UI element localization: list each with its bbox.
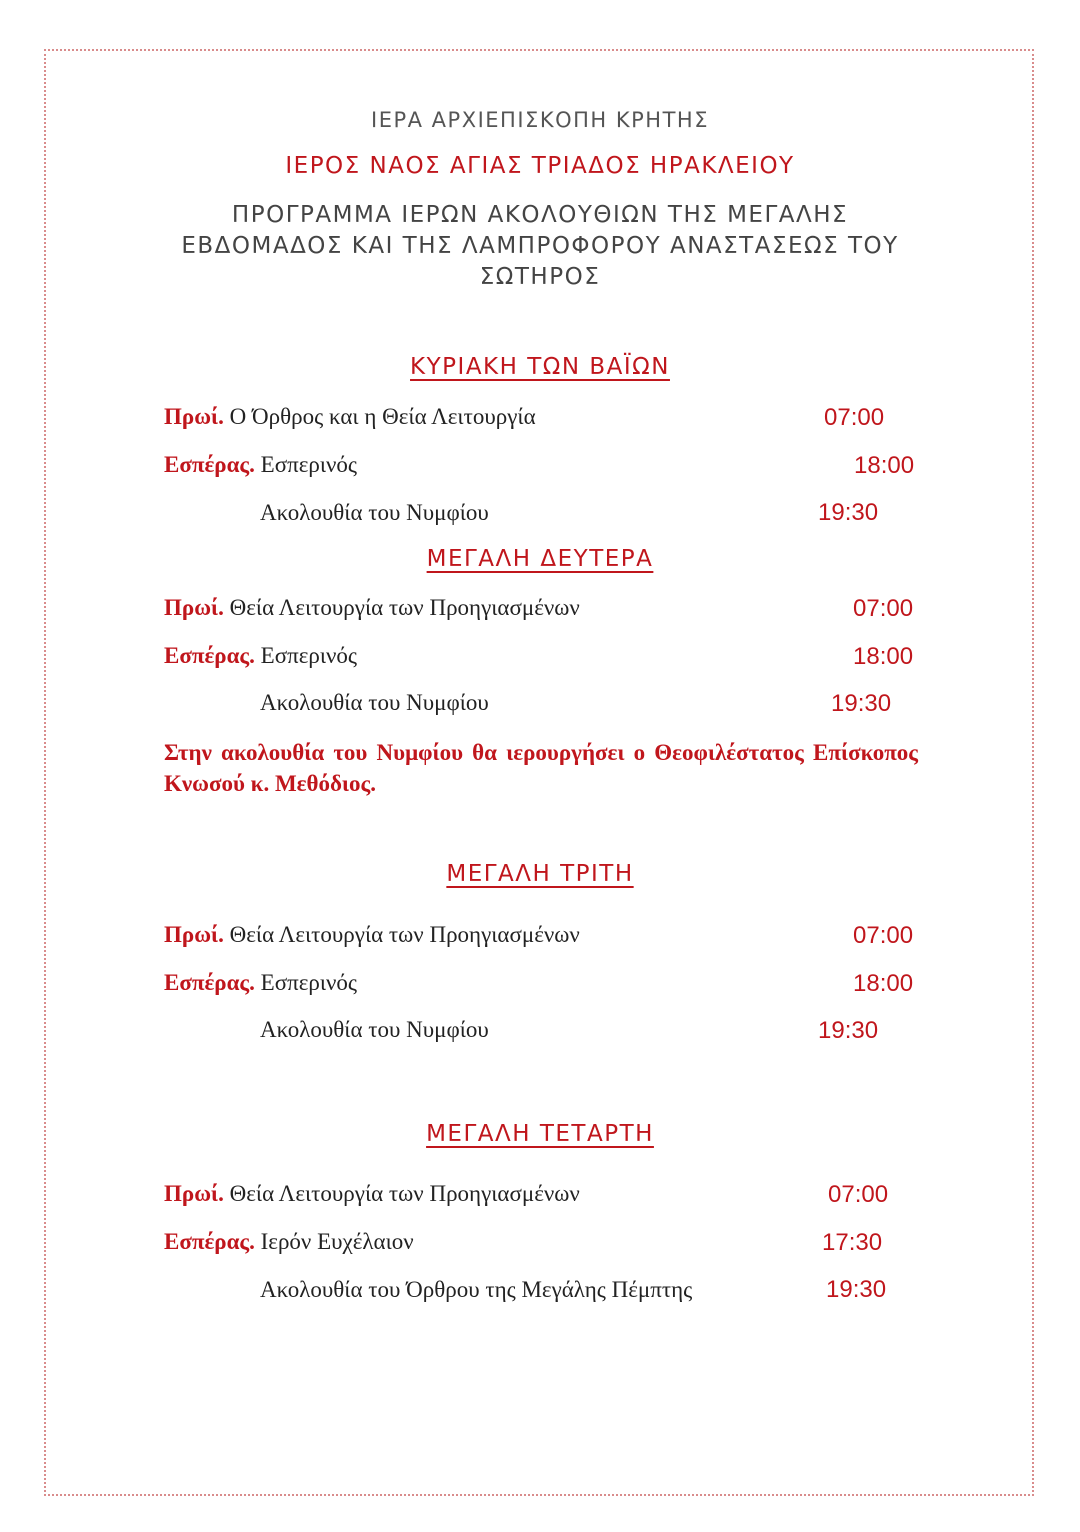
service-label: Πρωί. [164,1181,224,1206]
service-text: Ιερόν Ευχέλαιον [260,1229,414,1254]
schedule-title-line-2: ΕΒΔΟΜΑΔΟΣ ΚΑΙ ΤΗΣ ΛΑΜΠΡΟΦΟΡΟΥ ΑΝΑΣΤΑΣΕΩΣ ΤΟΥ [181,233,899,259]
service-row [164,970,357,996]
schedule-title [0,200,1080,293]
service-text: Ακολουθία του Νυμφίου [260,690,489,715]
service-label: Εσπέρας. [164,643,255,668]
service-row [164,1229,414,1255]
service-label: Πρωί. [164,404,224,429]
service-label: Πρωί. [164,922,224,947]
day-heading-holy-monday: ΜΕΓΑΛΗ ΔΕΥΤΕΡΑ [426,546,654,572]
service-text: Ακολουθία του Όρθρου της Μεγάλης Πέμπτης [260,1277,693,1302]
service-time: 07:00 [853,595,914,622]
day-heading-holy-wednesday: ΜΕΓΑΛΗ ΤΕΤΑΡΤΗ [426,1121,654,1147]
service-text: Θεία Λειτουργία των Προηγιασμένων [229,1181,580,1206]
service-row [164,595,580,621]
day-heading-palm-sunday: ΚΥΡΙΑΚΗ ΤΩΝ ΒΑΪΩΝ [410,354,670,380]
service-time: 17:30 [822,1229,883,1256]
service-label: Εσπέρας. [164,970,255,995]
service-time: 19:30 [826,1276,887,1303]
schedule-title-line-3: ΣΩΤΗΡΟΣ [479,264,601,290]
service-label: Εσπέρας. [164,452,255,477]
service-label: Εσπέρας. [164,1229,255,1254]
bishop-note: Στην ακολουθία του Νυμφίου θα ιερουργήσει ο Θεοφιλέστατος Επίσκοπος Κνωσού κ. Μεθόδιος. [164,740,918,796]
service-row [260,1017,489,1043]
service-row [164,404,536,430]
archdiocese-heading: ΙΕΡΑ ΑΡΧΙΕΠΙΣΚΟΠΗ ΚΡΗΤΗΣ [371,108,709,132]
service-time: 18:00 [853,643,914,670]
service-text: Ακολουθία του Νυμφίου [260,1017,489,1042]
service-text: Ακολουθία του Νυμφίου [260,500,489,525]
service-time: 07:00 [853,922,914,949]
church-heading: ΙΕΡΟΣ ΝΑΟΣ ΑΓΙΑΣ ΤΡΙΑΔΟΣ ΗΡΑΚΛΕΙΟΥ [285,153,795,179]
service-text: Εσπερινός [260,452,358,477]
service-time: 18:00 [854,452,915,479]
service-row [164,643,357,669]
service-time: 19:30 [818,499,879,526]
service-time: 19:30 [818,1017,879,1044]
service-time: 07:00 [828,1181,889,1208]
service-row [260,500,489,526]
service-text: Θεία Λειτουργία των Προηγιασμένων [229,595,580,620]
schedule-title-line-1: ΠΡΟΓΡΑΜΜΑ ΙΕΡΩΝ ΑΚΟΛΟΥΘΙΩΝ ΤΗΣ ΜΕΓΑΛΗΣ [231,202,849,228]
service-time: 07:00 [824,404,885,431]
service-text: Θεία Λειτουργία των Προηγιασμένων [229,922,580,947]
service-row [260,690,489,716]
service-row [164,452,357,478]
service-text: Ο Όρθρος και η Θεία Λειτουργία [229,404,536,429]
service-text: Εσπερινός [260,643,358,668]
day-heading-holy-tuesday: ΜΕΓΑΛΗ ΤΡΙΤΗ [446,861,634,887]
service-time: 19:30 [831,690,892,717]
service-row [164,1181,580,1207]
service-row [260,1277,692,1303]
service-row [164,922,580,948]
service-time: 18:00 [853,970,914,997]
service-text: Εσπερινός [260,970,358,995]
service-label: Πρωί. [164,595,224,620]
